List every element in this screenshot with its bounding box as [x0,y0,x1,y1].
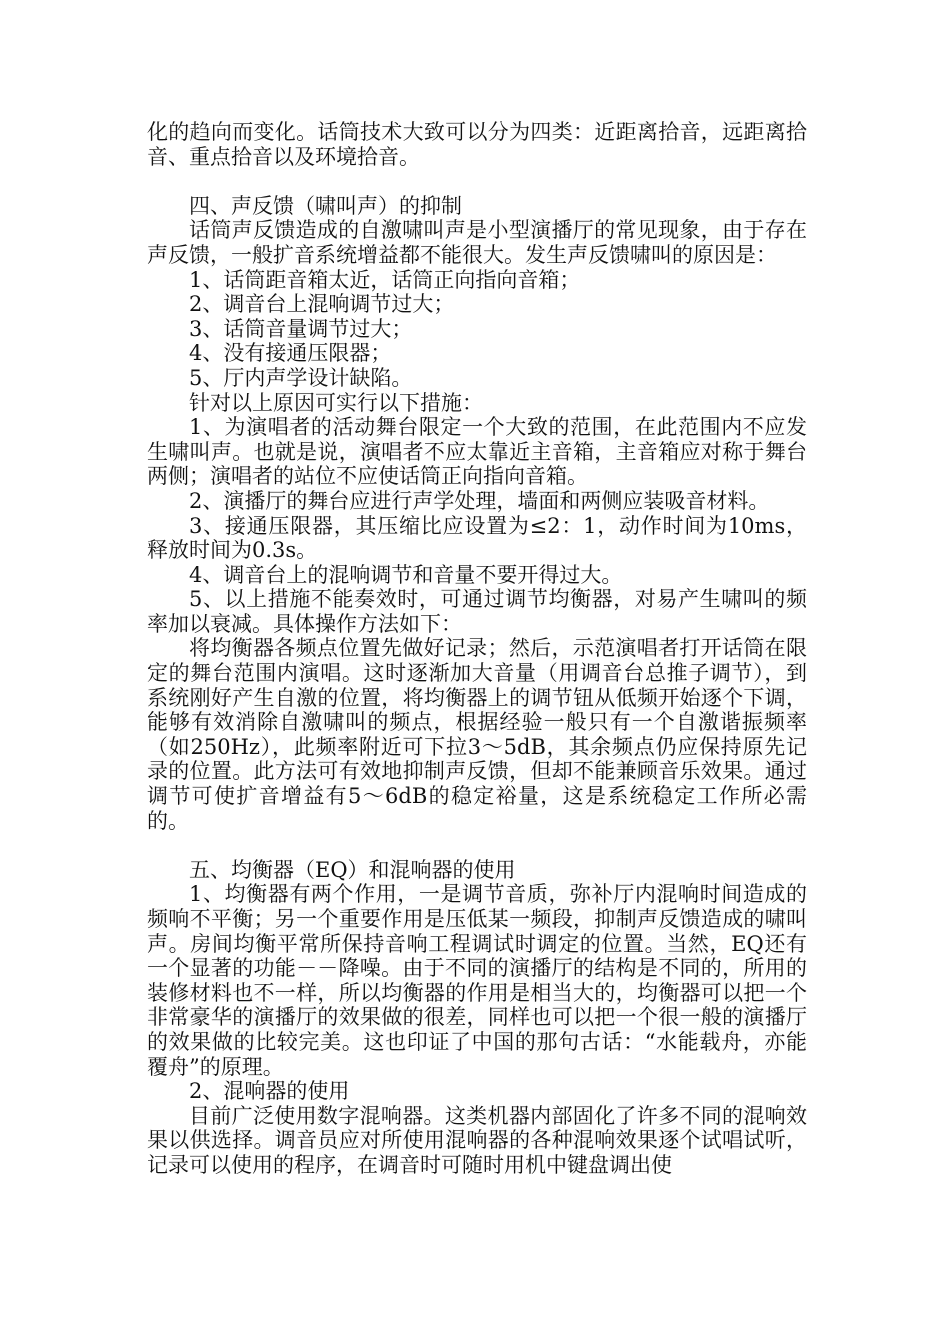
paragraph: 2、演播厅的舞台应进行声学处理，墙面和两侧应装吸音材料。 [189,488,770,513]
paragraph: 四、声反馈（啸叫声）的抑制 [189,193,462,218]
paragraph: 五、均衡器（EQ）和混响器的使用 [189,857,516,882]
paragraph: 4、调音台上的混响调节和音量不要开得过大。 [189,562,623,587]
paragraph-gap [147,169,807,194]
paragraph: 2、调音台上混响调节过大； [189,292,455,317]
paragraph: 5、以上措施不能奏效时，可通过调节均衡器，对易产生啸叫的频率加以衰减。具体操作方法如下： [147,587,807,636]
paragraph: 4、没有接通压限器； [189,341,392,366]
paragraph-gap [147,833,807,858]
paragraph: 针对以上原因可实行以下措施： [189,390,483,415]
paragraph: 目前广泛使用数字混响器。这类机器内部固化了许多不同的混响效果以供选择。调音员应对所使用混响器的各种混响效果逐个试唱试听，记录可以使用的程序，在调音时可随时用机中键盘调出使 [147,1103,807,1177]
paragraph: 话筒声反馈造成的自激啸叫声是小型演播厅的常见现象，由于存在声反馈，一般扩音系统增益都不能很大。发生声反馈啸叫的原因是： [147,218,807,267]
paragraph: 3、话筒音量调节过大； [189,316,413,341]
paragraph: 将均衡器各频点位置先做好记录；然后，示范演唱者打开话筒在限定的舞台范围内演唱。这时逐渐加大音量（用调音台总推子调节），到系统刚好产生自激的位置，将均衡器上的调节钮从低频开始逐个下调，能够有效消除自激啸叫的频点，根据经验一般只有一个自激谐振频率（如250Hz），此频率附近可下拉3～5dB，其余频点仍应保持原先记录的位置。此方法可有效地抑制声反馈，但却不能兼顾音乐效果。通过调节可使扩音增益有5～6dB的稳定裕量，这是系统稳定工作所必需的。 [147,636,807,833]
paragraph: 化的趋向而变化。话筒技术大致可以分为四类：近距离拾音，远距离拾音、重点拾音以及环境拾音。 [147,120,807,169]
paragraph: 3、接通压限器，其压缩比应设置为≤2：1，动作时间为10ms，释放时间为0.3s。 [147,513,807,563]
paragraph: 2、混响器的使用 [189,1079,350,1104]
paragraph: 1、话筒距音箱太近，话筒正向指向音箱； [189,267,581,292]
paragraph: 1、均衡器有两个作用，一是调节音质，弥补厅内混响时间造成的频响不平衡；另一个重要作用是压低某一频段，抑制声反馈造成的啸叫声。房间均衡平常所保持音响工程调试时调定的位置。当然，EQ还有一个显著的功能－－降噪。由于不同的演播厅的结构是不同的，所用的装修材料也不一样，所以均衡器的作用是相当大的，均衡器可以把一个非常豪华的演播厅的效果做的很差，同样也可以把一个很一般的演播厅的效果做的比较完美。这也印证了中国的那句古话：“水能载舟，亦能覆舟”的原理。 [147,882,807,1079]
paragraph: 1、为演唱者的活动舞台限定一个大致的范围，在此范围内不应发生啸叫声。也就是说，演唱者不应太靠近主音箱，主音箱应对称于舞台两侧；演唱者的站位不应使话筒正向指向音箱。 [147,415,807,489]
paragraph: 5、厅内声学设计缺陷。 [189,365,413,390]
document-page [147,120,807,1178]
